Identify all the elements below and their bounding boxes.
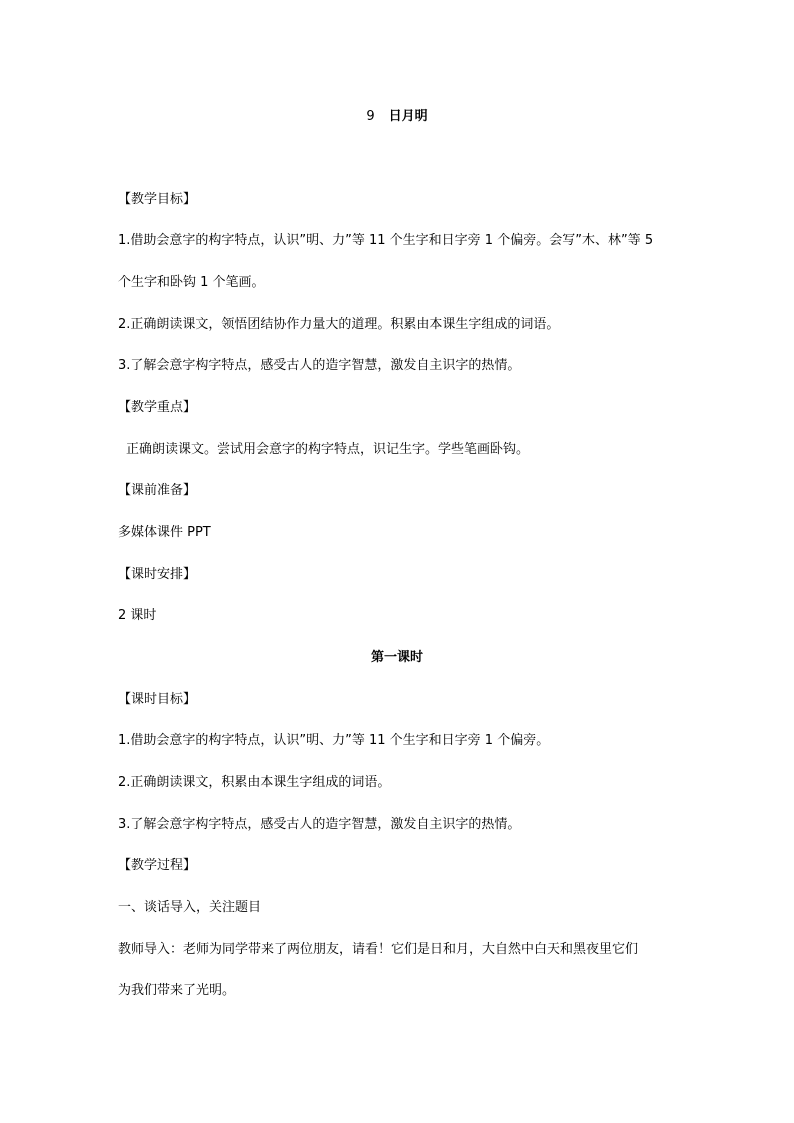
section-lesson-objectives-heading: 【课时目标】 <box>118 692 197 707</box>
lesson-objective-3: 3.了解会意字构字特点，感受古人的造字智慧，激发自主识字的热情。 <box>118 817 521 832</box>
title-text: 日月明 <box>388 109 428 124</box>
section-process-heading: 【教学过程】 <box>118 858 197 873</box>
document-title <box>0 108 794 126</box>
objective-1-line-1: 1.借助会意字的构字特点，认识”明、力”等 11 个生字和日字旁 1 个偏旁。会写”木、林”等 5 <box>118 233 654 248</box>
section-focus-heading: 【教学重点】 <box>118 400 197 415</box>
section-objectives-heading: 【教学目标】 <box>118 192 197 207</box>
section-schedule-heading: 【课时安排】 <box>118 567 197 582</box>
prep-text: 多媒体课件 PPT <box>118 525 211 540</box>
title-number: 9 <box>366 109 375 124</box>
section-prep-heading: 【课前准备】 <box>118 483 197 498</box>
lesson-objective-2: 2.正确朗读课文，积累由本课生字组成的词语。 <box>118 775 391 790</box>
teacher-intro-line-2: 为我们带来了光明。 <box>118 983 236 998</box>
objective-3: 3.了解会意字构字特点，感受古人的造字智慧，激发自主识字的热情。 <box>118 358 521 373</box>
lesson-one-heading: 第一课时 <box>370 650 423 665</box>
process-step-1: 一、谈话导入，关注题目 <box>118 900 262 915</box>
teacher-intro-line-1: 教师导入：老师为同学带来了两位朋友，请看！它们是日和月，大自然中白天和黑夜里它们 <box>118 942 639 957</box>
focus-text: 正确朗读课文。尝试用会意字的构字特点，识记生字。学些笔画卧钩。 <box>126 442 530 457</box>
objective-1-line-2: 个生字和卧钩 1 个笔画。 <box>118 275 265 290</box>
lesson-objective-1: 1.借助会意字的构字特点，认识”明、力”等 11 个生字和日字旁 1 个偏旁。 <box>118 733 550 748</box>
schedule-text: 2 课时 <box>118 608 157 623</box>
objective-2: 2.正确朗读课文，领悟团结协作力量大的道理。积累由本课生字组成的词语。 <box>118 317 560 332</box>
